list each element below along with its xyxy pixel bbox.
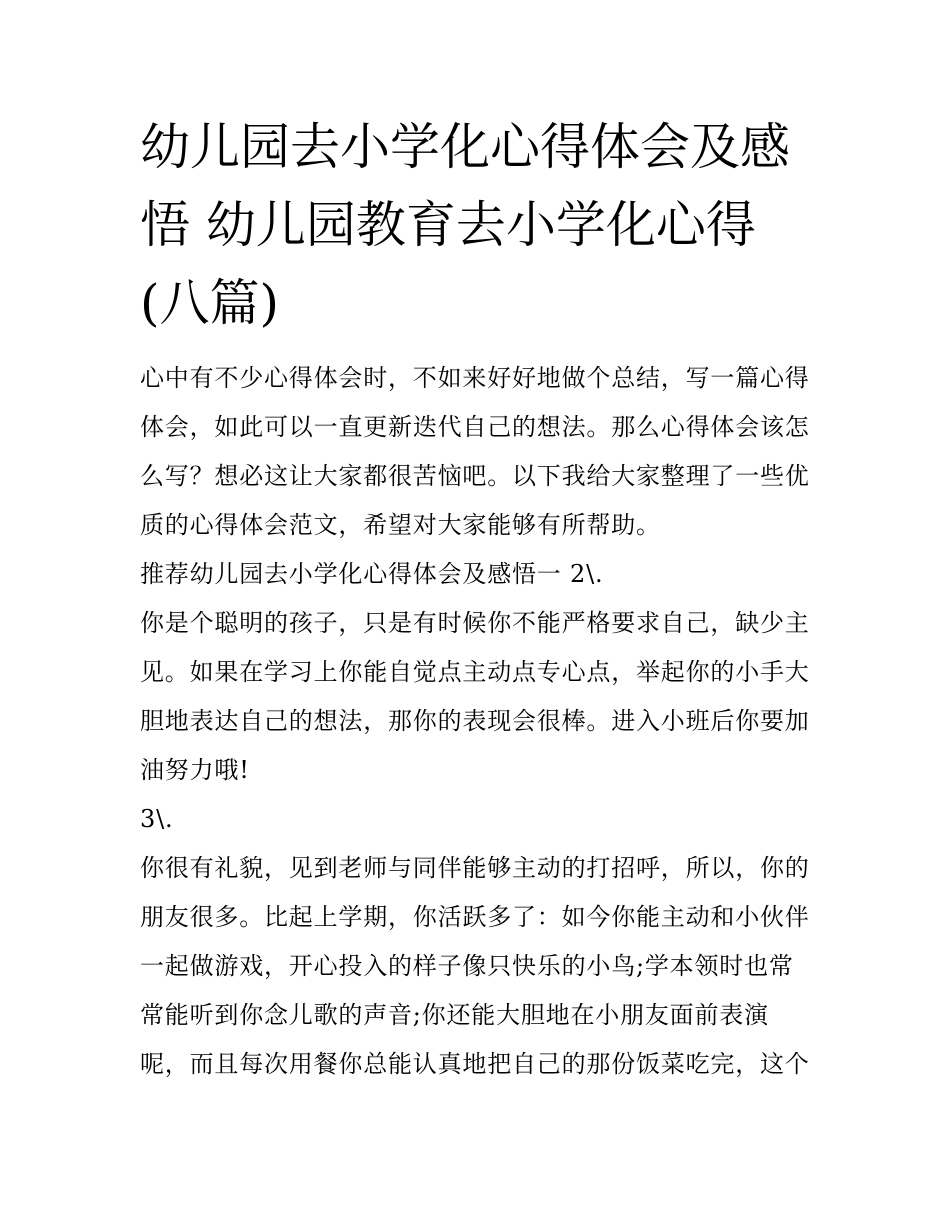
- paragraph-line: 你是个聪明的孩子，只是有时候你不能严格要求自己，缺少主: [140, 609, 810, 637]
- paragraph-line: 朋友很多。比起上学期，你活跃多了：如今你能主动和小伙伴: [140, 903, 810, 931]
- intro-line: 么写？想必这让大家都很苦恼吧。以下我给大家整理了一些优: [140, 462, 810, 490]
- paragraph-line: 呢，而且每次用餐你总能认真地把自己的那份饭菜吃完，这个: [140, 1050, 810, 1078]
- intro-line: 质的心得体会范文，希望对大家能够有所帮助。: [140, 511, 661, 539]
- title-line: 幼儿园去小学化心得体会及感: [140, 118, 790, 176]
- paragraph-line: 一起做游戏，开心投入的样子像只快乐的小鸟;学本领时也常: [140, 952, 794, 980]
- paragraph-line: 常能听到你念儿歌的声音;你还能大胆地在小朋友面前表演: [140, 1001, 769, 1029]
- item-number: 3\.: [140, 805, 174, 833]
- intro-line: 体会，如此可以一直更新迭代自己的想法。那么心得体会该怎: [140, 413, 810, 441]
- paragraph-line: 油努力哦!: [140, 756, 250, 784]
- section-heading: 推荐幼儿园去小学化心得体会及感悟一 2\.: [140, 560, 604, 588]
- intro-line: 心中有不少心得体会时，不如来好好地做个总结，写一篇心得: [140, 364, 810, 392]
- document-body: [140, 354, 820, 1089]
- paragraph-line: 见。如果在学习上你能自觉点主动点专心点，举起你的小手大: [140, 658, 810, 686]
- paragraph-line: 你很有礼貌，见到老师与同伴能够主动的打招呼，所以，你的: [140, 854, 810, 882]
- document-title: [140, 108, 840, 342]
- paragraph-line: 胆地表达自己的想法，那你的表现会很棒。进入小班后你要加: [140, 707, 810, 735]
- title-line: (八篇): [140, 274, 280, 332]
- title-line: 悟 幼儿园教育去小学化心得: [140, 196, 756, 254]
